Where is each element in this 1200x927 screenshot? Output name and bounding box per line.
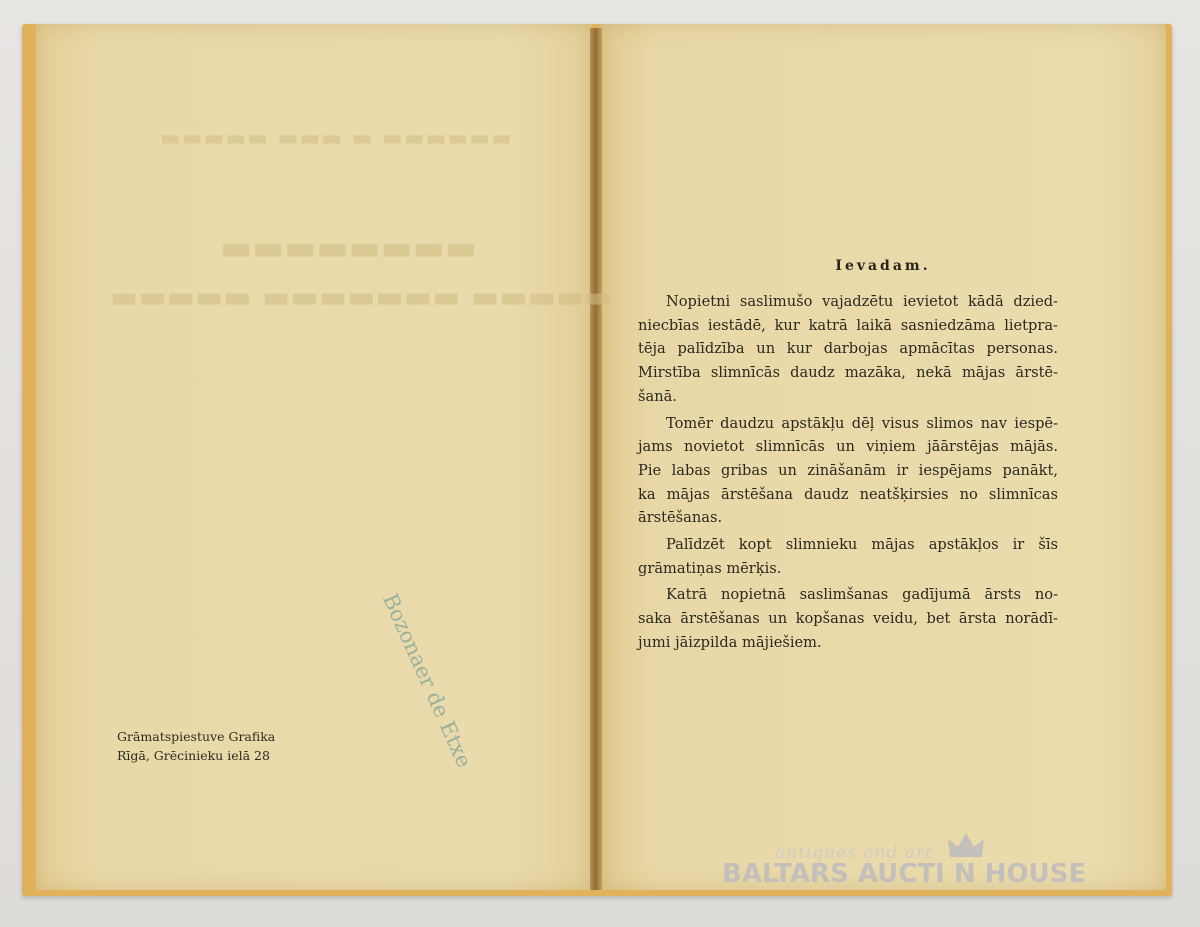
text-line: ārstēšanas. bbox=[638, 509, 723, 527]
text-line: Mirstība slimnīcās daudz mazāka, nekā mājas ārstē- bbox=[638, 364, 1058, 382]
intro-text bbox=[638, 290, 1058, 658]
bleed-through-text: ▬▬▬▬▬▬▬▬ bbox=[220, 228, 477, 268]
text-line: niecbīas iestādē, kur katrā laikā sasniedzāma lietpra- bbox=[638, 316, 1058, 334]
text-line: šanā. bbox=[638, 387, 677, 405]
text-line: jams novietot slimnīcās un viņiem jāārstējas mājās. bbox=[638, 438, 1058, 456]
text-line: Pie labas gribas un zināšanām ir iespējams panākt, bbox=[638, 461, 1058, 479]
spine-fold bbox=[590, 28, 602, 890]
text-line: Nopietni saslimušo vajadzētu ievietot kādā dzied- bbox=[666, 293, 1058, 310]
text-line: ka mājas ārstēšana daudz neatšķirsies no slimnīcas bbox=[638, 485, 1058, 503]
text-line: saka ārstēšanas un kopšanas veidu, bet ārsta norādī- bbox=[638, 610, 1058, 628]
crown-icon bbox=[946, 831, 986, 861]
auction-house-watermark bbox=[720, 843, 1120, 893]
watermark-name: BALTARS AUCTI N HOUSE bbox=[722, 859, 1087, 889]
section-heading: Ievadam. bbox=[835, 258, 931, 274]
printer-imprint bbox=[117, 727, 275, 765]
watermark-tagline: antiques and art bbox=[775, 843, 933, 863]
paragraph bbox=[638, 583, 1058, 654]
text-line: tēja palīdzība un kur darbojas apmācītas personas. bbox=[638, 340, 1058, 358]
text-line: Tomēr daudzu apstākļu dēļ visus slimos nav iespē- bbox=[666, 414, 1058, 432]
bleed-through-text: ▬▬▬▬▬ ▬▬▬▬▬▬▬ ▬▬▬▬▬ bbox=[110, 280, 613, 315]
paragraph bbox=[638, 412, 1058, 531]
ownership-stamp: Bozonaer de Etxe bbox=[378, 590, 477, 772]
text-line: Katrā nopietnā saslimšanas gadījumā ārsts no- bbox=[666, 586, 1058, 604]
bleed-through-text: ▬▬▬▬▬ ▬▬▬ ▬ ▬▬▬▬▬▬ bbox=[160, 125, 513, 151]
text-line: jumi jāizpilda mājiešiem. bbox=[638, 633, 822, 651]
imprint-line: Rīgā, Grēcinieku ielā 28 bbox=[117, 748, 270, 763]
text-line: Palīdzēt kopt slimnieku mājas apstākļos ir šīs bbox=[666, 536, 1058, 554]
imprint-line: Grāmatspiestuve Grafika bbox=[117, 729, 276, 744]
paragraph bbox=[638, 290, 1058, 409]
paragraph bbox=[638, 533, 1058, 580]
text-line: grāmatiņas mērķis. bbox=[638, 559, 782, 577]
